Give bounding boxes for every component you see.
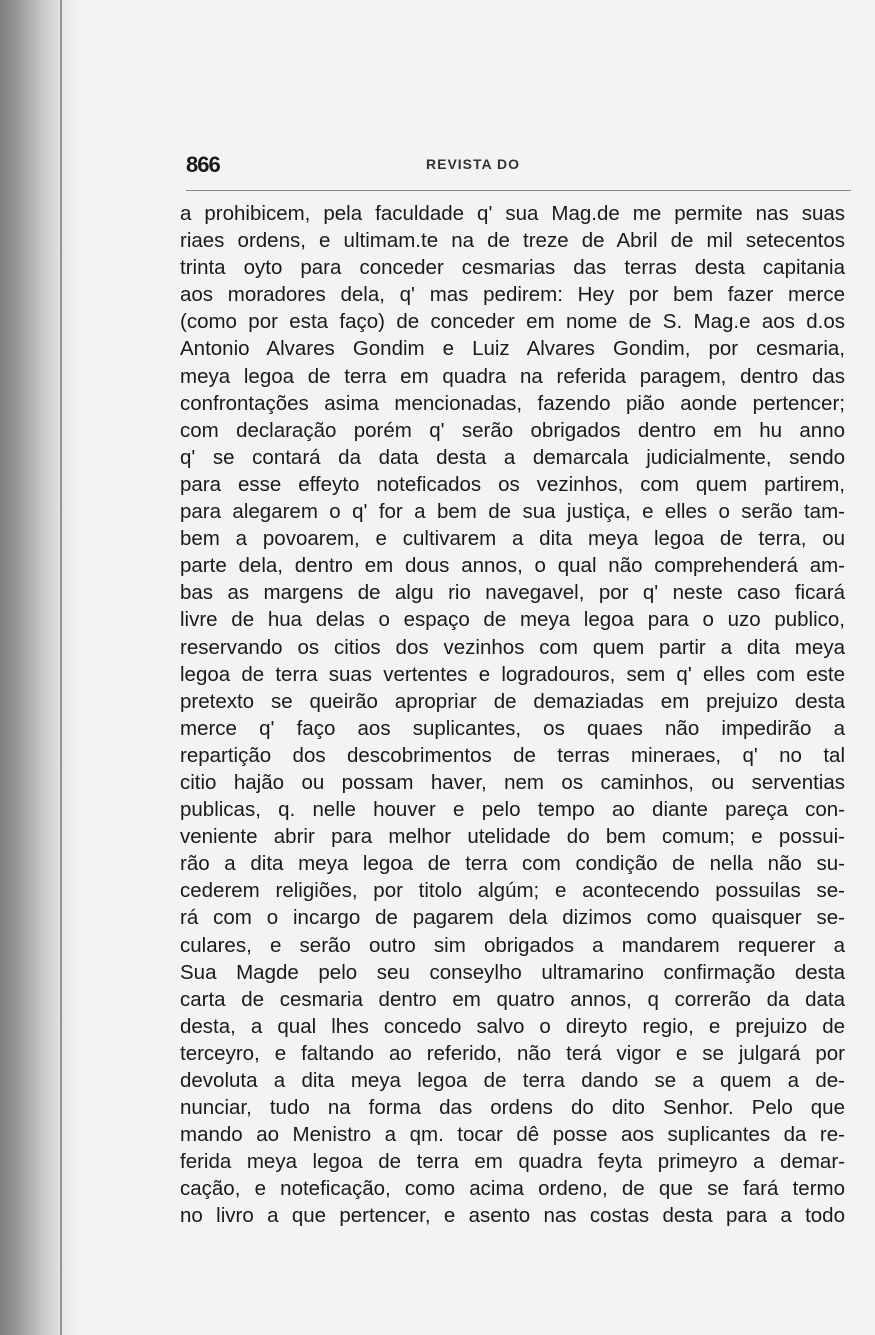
text-line: culares, e serão outro sim obrigados a mandarem requerer a: [180, 933, 845, 957]
text-line: carta de cesmaria dentro em quatro annos, q correrão da data: [180, 987, 845, 1011]
text-line: confrontações asima mencionadas, fazendo pião aonde pertencer;: [180, 391, 845, 415]
text-line: nunciar, tudo na forma das ordens do dito Senhor. Pelo que: [180, 1096, 845, 1120]
body-text: [180, 200, 845, 1230]
text-line: merce q' faço aos suplicantes, os quaes não impedirão a: [180, 716, 845, 740]
text-line: para alegarem o q' for a bem de sua justiça, e elles o serão tam-: [180, 500, 845, 524]
text-line: (como por esta faço) de conceder em nome de S. Mag.e aos d.os: [180, 310, 845, 334]
text-line: repartição dos descobrimentos de terras mineraes, q' no tal: [180, 743, 845, 767]
page-binding-shadow: [0, 0, 78, 1335]
page-number: 866: [186, 152, 220, 177]
text-line: reservando os citios dos vezinhos com quem partir a dita meya: [180, 635, 845, 659]
text-line: q' se contará da data desta a demarcala judicialmente, sendo: [180, 445, 845, 469]
text-line: para esse effeyto noteficados os vezinhos, com quem partirem,: [180, 472, 845, 496]
running-head: REVISTA DO: [426, 156, 521, 172]
text-line: parte dela, dentro em dous annos, o qual não comprehenderá am-: [180, 554, 845, 578]
text-line: a prohibicem, pela faculdade q' sua Mag.de me permite nas suas: [180, 202, 845, 225]
text-line: Sua Magde pelo seu conseylho ultramarino confirmação desta: [180, 960, 845, 984]
text-line: trinta oyto para conceder cesmarias das terras desta capitania: [180, 256, 845, 280]
text-line: mando ao Menistro a qm. tocar dê posse aos suplicantes da re-: [180, 1123, 845, 1147]
text-line: veniente abrir para melhor utelidade do bem comum; e possui-: [180, 825, 845, 849]
text-line: terceyro, e faltando ao referido, não terá vigor e se julgará por: [180, 1041, 845, 1065]
text-line: bem a povoarem, e cultivarem a dita meya legoa de terra, ou: [180, 527, 845, 551]
text-line: desta, a qual lhes concedo salvo o direyto regio, e prejuizo de: [180, 1014, 845, 1038]
text-line: bas as margens de algu rio navegavel, por q' neste caso ficará: [180, 581, 845, 605]
text-line: no livro a que pertencer, e asento nas costas desta para a todo: [180, 1204, 845, 1228]
text-line: ferida meya legoa de terra em quadra feyta primeyro a demar-: [180, 1150, 845, 1174]
text-line: aos moradores dela, q' mas pedirem: Hey por bem fazer merce: [180, 283, 845, 307]
text-line: publicas, q. nelle houver e pelo tempo ao diante pareça con-: [180, 798, 845, 822]
text-line: Antonio Alvares Gondim e Luiz Alvares Gondim, por cesmaria,: [180, 337, 845, 361]
header-rule: [186, 190, 851, 191]
text-line: rá com o incargo de pagarem dela dizimos como quaisquer se-: [180, 906, 845, 930]
text-line: meya legoa de terra em quadra na referida paragem, dentro das: [180, 364, 845, 388]
text-line: citio hajão ou possam haver, nem os caminhos, ou serventias: [180, 770, 845, 794]
page-header: [186, 150, 851, 190]
text-line: com declaração porém q' serão obrigados dentro em hu anno: [180, 418, 845, 442]
text-line: devoluta a dita meya legoa de terra dando se a quem a de-: [180, 1069, 845, 1092]
text-line: cederem religiões, por titolo algúm; e acontecendo possuilas se-: [180, 879, 845, 903]
text-line: livre de hua delas o espaço de meya legoa para o uzo publico,: [180, 608, 845, 632]
text-line: cação, e noteficação, como acima ordeno, de que se fará termo: [180, 1177, 845, 1201]
page-binding-line: [60, 0, 62, 1335]
text-line: pretexto se queirão apropriar de demaziadas em prejuizo desta: [180, 689, 845, 713]
text-line: legoa de terra suas vertentes e logradouros, sem q' elles com este: [180, 662, 845, 686]
text-line: rão a dita meya legoa de terra com condição de nella não su-: [180, 852, 845, 876]
text-line: riaes ordens, e ultimam.te na de treze de Abril de mil setecentos: [180, 229, 845, 253]
